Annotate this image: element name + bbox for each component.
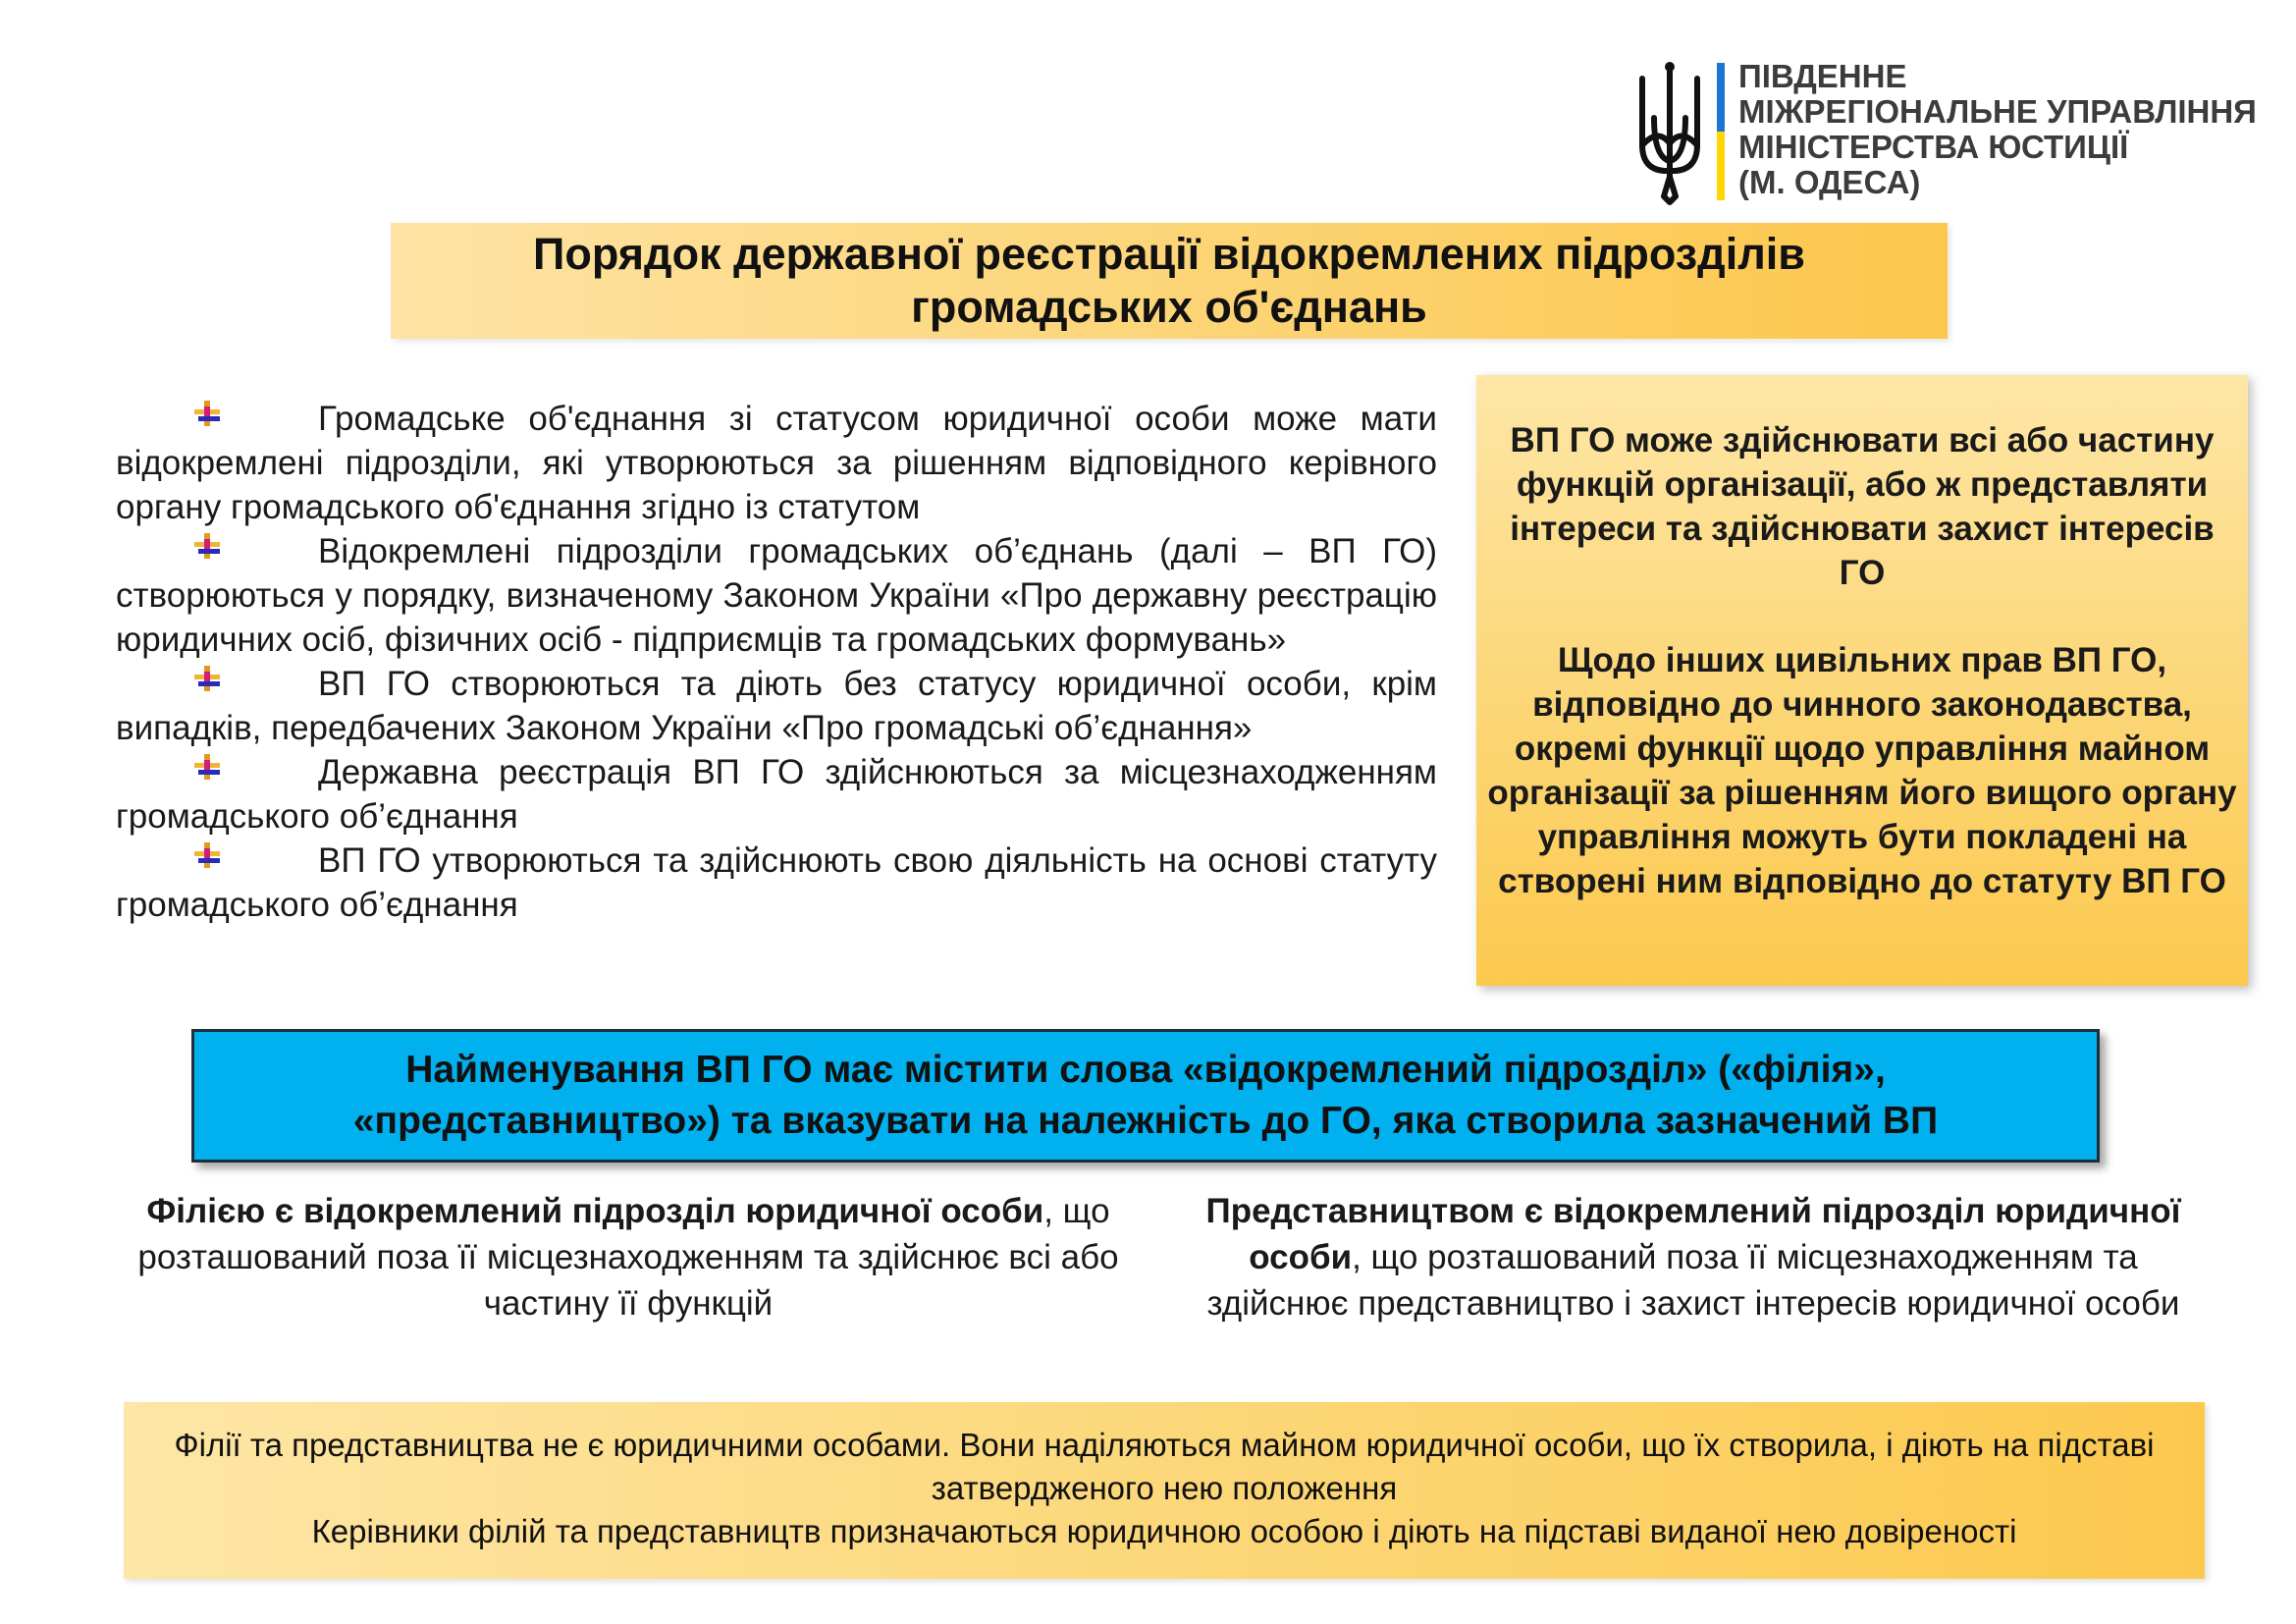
flag-blue-stripe — [1717, 63, 1725, 132]
trident-icon — [1634, 59, 1705, 206]
page-title-box — [391, 223, 1948, 339]
representation-definition-term: Представництвом є відокремлений підрозділ юридичної особи — [1205, 1192, 2181, 1276]
org-name-line: МІЖРЕГІОНАЛЬНЕ УПРАВЛІННЯ — [1738, 93, 2257, 130]
bullet-marker-icon — [194, 754, 220, 780]
bullet-item — [116, 750, 1437, 839]
bullet-list — [116, 397, 1437, 927]
representation-definition — [1202, 1188, 2184, 1326]
bullet-item — [116, 662, 1437, 750]
org-name-line: (М. ОДЕСА) — [1738, 164, 1921, 200]
page-title — [533, 228, 1805, 334]
bullet-item — [116, 397, 1437, 529]
bullet-item — [116, 839, 1437, 927]
bullet-text: ВП ГО утворюються та здійснюють свою діяльність на основі статуту громадського об’єднання — [116, 841, 1437, 924]
bullet-marker-icon — [194, 842, 220, 868]
bullet-marker-icon — [194, 401, 220, 426]
managers-paragraph: Керівники філій та представництв призначаються юридичною особою і діють на підставі виданої нею довіреності — [311, 1513, 2017, 1549]
bullet-text: Відокремлені підрозділи громадських об’єднань (далі – ВП ГО) створюються у порядку, визначеному Законом України «Про державну реєстрацію юридичних осіб, фізичних осіб - підприємців та громадських формувань» — [116, 532, 1437, 659]
legal-status-paragraph: Філії та представництва не є юридичними особами. Вони наділяються майном юридичної особи, що їх створила, і діють на підставі затвердженого нею положення — [174, 1427, 2155, 1506]
flag-yellow-stripe — [1717, 132, 1725, 200]
bullet-marker-icon — [194, 533, 220, 559]
naming-requirement-banner — [191, 1029, 2100, 1163]
functions-paragraph: ВП ГО може здійснювати всі або частину функцій організації, або ж представляти інтереси та здійснювати захист інтересів ГО — [1510, 421, 2215, 592]
branch-definition-text: , що розташований поза її місцезнаходженням та здійснює всі або частину її функцій — [137, 1192, 1119, 1323]
bullet-text: Громадське об'єднання зі статусом юридичної особи може мати відокремлені підрозділи, які утворюються за рішенням відповідного керівного органу громадського об'єднання згідно із статутом — [116, 400, 1437, 526]
ukraine-flag-bar — [1717, 63, 1725, 200]
organization-name — [1738, 58, 2257, 200]
bullet-text: Державна реєстрація ВП ГО здійснюються за місцезнаходженням громадського об’єднання — [116, 753, 1437, 836]
banner-line1: Найменування ВП ГО має містити слова «відокремлений підрозділ» («філія», — [405, 1049, 1886, 1091]
page-title-line1: Порядок державної реєстрації відокремлених підрозділів — [533, 229, 1805, 279]
banner-text — [353, 1045, 1938, 1147]
civil-rights-paragraph: Щодо інших цивільних прав ВП ГО, відповідно до чинного законодавства, окремі функції щодо управління майном організації за рішенням його вищого органу управління можуть бути покладені на створені ним відповідно до статуту ВП ГО — [1487, 641, 2237, 900]
organization-header — [1634, 58, 2257, 206]
page-title-line2: громадських об'єднань — [911, 282, 1427, 332]
org-name-line: ПІВДЕННЕ — [1738, 58, 1907, 94]
bullet-marker-icon — [194, 666, 220, 691]
representation-definition-text: , що розташований поза її місцезнаходженням та здійснює представництво і захист інтересів юридичної особи — [1206, 1238, 2180, 1323]
legal-status-note-box — [124, 1402, 2205, 1579]
bullet-item — [116, 529, 1437, 662]
bullet-text: ВП ГО створюються та діють без статусу юридичної особи, крім випадків, передбачених Законом України «Про громадські об’єднання» — [116, 665, 1437, 747]
branch-definition — [137, 1188, 1119, 1326]
org-name-line: МІНІСТЕРСТВА ЮСТИЦІЇ — [1738, 129, 2129, 165]
functions-info-box — [1476, 375, 2248, 986]
branch-definition-term: Філією є відокремлений підрозділ юридичної особи — [146, 1192, 1044, 1230]
banner-line2: «представництво») та вказувати на належність до ГО, яка створила зазначений ВП — [352, 1100, 1939, 1142]
